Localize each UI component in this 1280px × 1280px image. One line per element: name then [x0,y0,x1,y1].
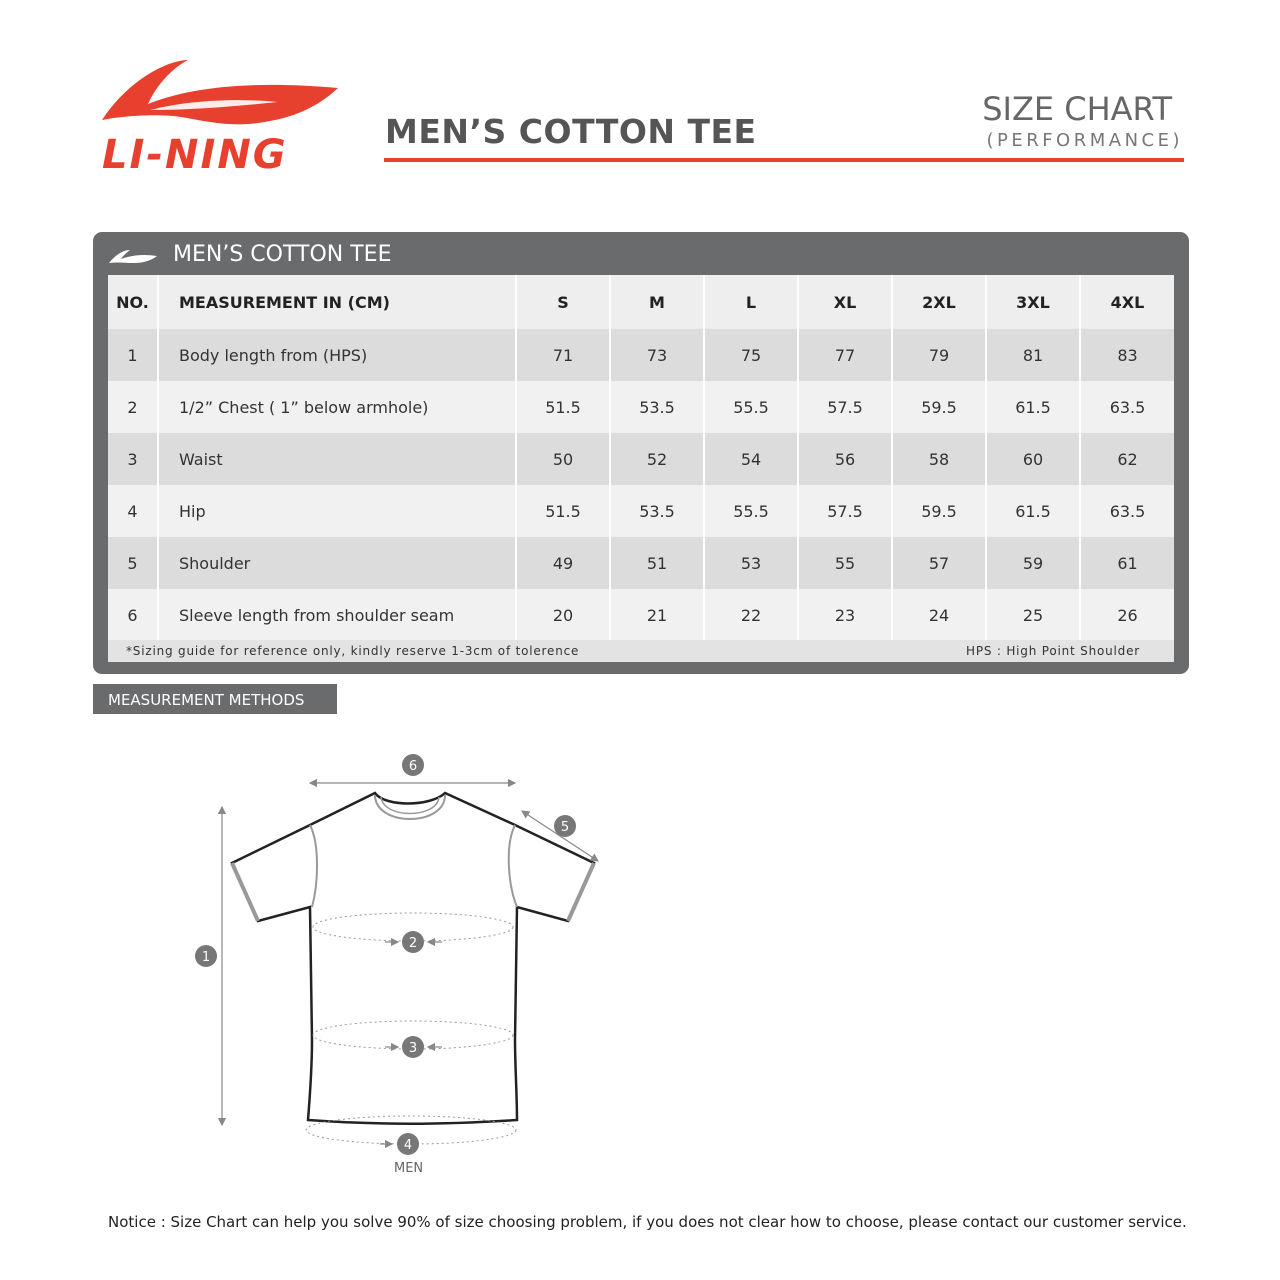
table-header-row [108,275,1174,329]
size-value: 21 [610,589,704,641]
marker-1-label: 1 [201,950,211,965]
size-value: 23 [798,589,892,641]
size-value: 61.5 [986,485,1080,537]
measurement-name: Hip [158,485,516,537]
logo-swoosh [102,60,338,124]
size-value: 61.5 [986,381,1080,433]
measurement-name: Sleeve length from shoulder seam [158,589,516,641]
size-value: 59.5 [892,381,986,433]
size-value: 52 [610,433,704,485]
size-value: 59 [986,537,1080,589]
brand-logo [98,58,343,176]
hps-note: HPS : High Point Shoulder [966,644,1140,658]
row-number: 3 [108,433,158,485]
size-value: 60 [986,433,1080,485]
column-header-size-s: S [516,275,610,329]
marker-4 [397,1133,419,1155]
size-chart-sublabel: (PERFORMANCE) [986,130,1183,151]
size-value: 57 [892,537,986,589]
measurement-name: Shoulder [158,537,516,589]
row-number: 4 [108,485,158,537]
column-header-size-4xl: 4XL [1080,275,1174,329]
measurement-name: Waist [158,433,516,485]
marker-2-label: 2 [408,936,418,951]
size-value: 79 [892,329,986,381]
size-value: 20 [516,589,610,641]
marker-1 [195,945,217,967]
brand-swoosh-icon [108,249,158,267]
column-header-size-xl: XL [798,275,892,329]
size-value: 59.5 [892,485,986,537]
table-title: MEN’S COTTON TEE [173,242,392,267]
marker-3-label: 3 [408,1041,418,1056]
size-value: 55.5 [704,485,798,537]
row-number: 2 [108,381,158,433]
size-value: 61 [1080,537,1174,589]
table-row [108,485,1174,537]
column-header-size-l: L [704,275,798,329]
column-header-no: NO. [108,275,158,329]
marker-4-label: 4 [403,1138,413,1153]
marker-2 [402,931,424,953]
table-row [108,537,1174,589]
size-value: 71 [516,329,610,381]
table-row [108,329,1174,381]
size-value: 62 [1080,433,1174,485]
size-value: 26 [1080,589,1174,641]
size-value: 24 [892,589,986,641]
size-value: 57.5 [798,485,892,537]
marker-3 [402,1036,424,1058]
size-table [108,275,1174,641]
measurement-name: 1/2” Chest ( 1” below armhole) [158,381,516,433]
size-value: 57.5 [798,381,892,433]
tee-outline [232,793,594,1124]
row-number: 5 [108,537,158,589]
size-value: 55.5 [704,381,798,433]
size-value: 50 [516,433,610,485]
size-chart-label: SIZE CHART [982,90,1172,128]
size-value: 63.5 [1080,485,1174,537]
marker-6 [402,754,424,776]
sizing-footnote: *Sizing guide for reference only, kindly reserve 1-3cm of tolerence [126,644,580,658]
size-value: 53.5 [610,381,704,433]
column-header-size-m: M [610,275,704,329]
measurement-name: Body length from (HPS) [158,329,516,381]
column-header-size-3xl: 3XL [986,275,1080,329]
size-value: 49 [516,537,610,589]
size-value: 22 [704,589,798,641]
size-value: 77 [798,329,892,381]
notice-text: Notice : Size Chart can help you solve 90% of size choosing problem, if you does not clear how to choose, please contact our customer service. [108,1213,1187,1231]
measurement-methods-tab: MEASUREMENT METHODS [93,684,337,714]
size-value: 56 [798,433,892,485]
size-value: 83 [1080,329,1174,381]
table-row [108,381,1174,433]
size-value: 55 [798,537,892,589]
size-value: 63.5 [1080,381,1174,433]
row-number: 1 [108,329,158,381]
marker-6-label: 6 [408,759,418,774]
size-value: 73 [610,329,704,381]
marker-5 [554,815,576,837]
title-underline [384,158,1184,162]
column-header-measurement: MEASUREMENT IN (CM) [158,275,516,329]
size-value: 58 [892,433,986,485]
size-value: 51 [610,537,704,589]
size-value: 53 [704,537,798,589]
size-value: 75 [704,329,798,381]
size-value: 51.5 [516,485,610,537]
row-number: 6 [108,589,158,641]
garment-label: MEN [394,1161,424,1176]
size-value: 81 [986,329,1080,381]
product-title: MEN’S COTTON TEE [385,112,757,151]
table-row [108,589,1174,641]
tee-measurement-diagram [180,745,630,1185]
size-value: 25 [986,589,1080,641]
marker-5-label: 5 [560,820,570,835]
size-value: 54 [704,433,798,485]
size-value: 53.5 [610,485,704,537]
table-row [108,433,1174,485]
size-value: 51.5 [516,381,610,433]
logo-wordmark: LI-NING [102,132,288,176]
column-header-size-2xl: 2XL [892,275,986,329]
table-footer [108,640,1174,662]
